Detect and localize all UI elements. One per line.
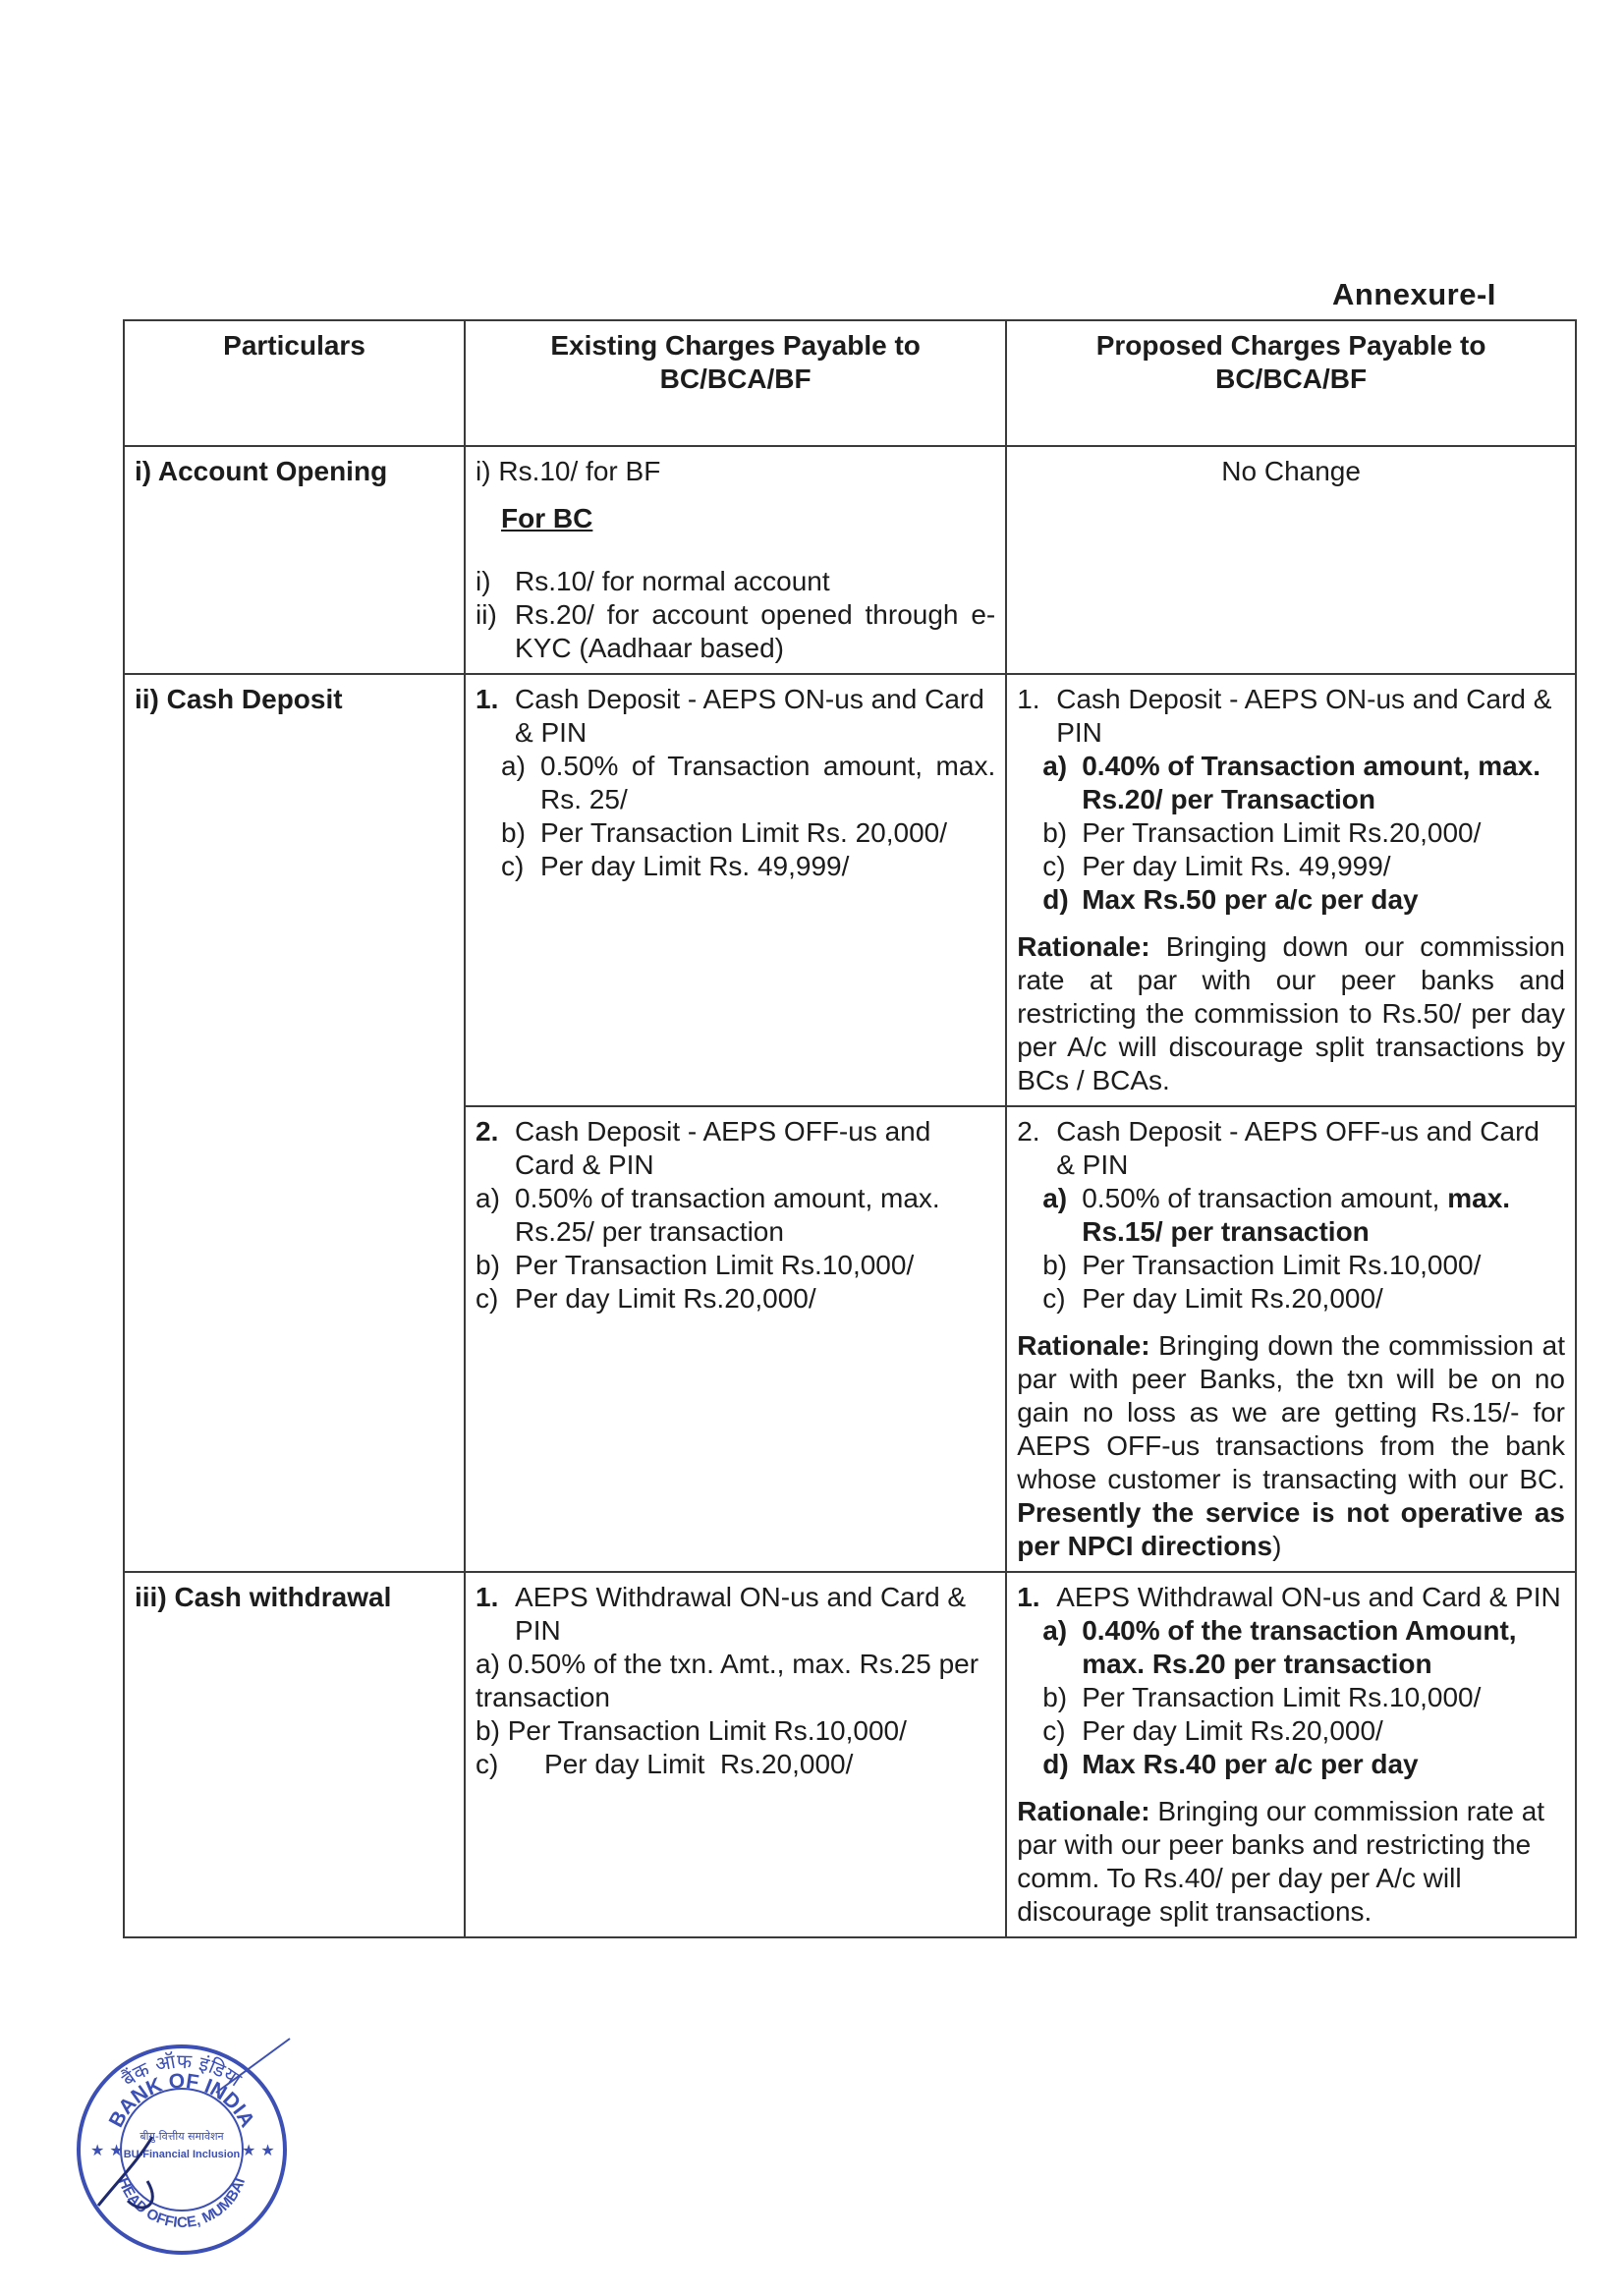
list-item: b) Per Transaction Limit Rs.10,000/	[476, 1250, 915, 1280]
particular-account-opening: i) Account Opening	[124, 446, 465, 674]
rationale-paragraph: Rationale: Bringing down the commission at par with peer Banks, the txn will be on no gain no loss as we are getting Rs.15/- for AEPS OFF-us transactions from the bank whose customer is transacting with our BC. Presently the service is not operative as per NPCI directions)	[1017, 1330, 1565, 1561]
list-item: ii) Rs.20/ for account opened through e-KYC (Aadhaar based)	[476, 599, 996, 663]
list-item: a) 0.50% of transaction amount, max. Rs.15/ per transaction	[1042, 1183, 1511, 1247]
list-heading: 1. Cash Deposit - AEPS ON-us and Card & PIN	[476, 684, 984, 748]
list-heading: 2. Cash Deposit - AEPS OFF-us and Card & PIN	[1017, 1116, 1540, 1180]
row-cash-deposit-on-us	[124, 674, 1576, 1106]
list-heading: 1. AEPS Withdrawal ON-us and Card & PIN	[1017, 1582, 1561, 1612]
list-item: i) Rs.10/ for normal account	[476, 566, 830, 596]
seal-dept: BU-Financial Inclusion	[123, 2149, 241, 2160]
list-heading: 2. Cash Deposit - AEPS OFF-us and Card & PIN	[476, 1116, 931, 1180]
list-item: b) Per Transaction Limit Rs.10,000/	[1042, 1250, 1482, 1280]
list-item: a) 0.50% of Transaction amount, max. Rs. 25/	[501, 751, 996, 814]
header-proposed: Proposed Charges Payable to BC/BCA/BF	[1006, 320, 1576, 446]
list-item: d) Max Rs.50 per a/c per day	[1042, 884, 1419, 915]
particular-cash-withdrawal: iii) Cash withdrawal	[124, 1572, 465, 1937]
seal-hindi-name: बैंक ऑफ इंडिया	[117, 2048, 247, 2092]
list-item: c) Per day Limit Rs. 49,999/	[501, 851, 850, 881]
proposed-account-opening: No Change	[1006, 446, 1576, 674]
header-existing: Existing Charges Payable to BC/BCA/BF	[465, 320, 1006, 446]
seal-dept-hindi: बीयु-वित्तीय समावेशन	[140, 2130, 224, 2143]
row-cash-withdrawal	[124, 1572, 1576, 1937]
list-heading: 1. AEPS Withdrawal ON-us and Card & PIN	[476, 1582, 967, 1646]
list-item: a) 0.40% of Transaction amount, max. Rs.20/ per Transaction	[1042, 751, 1541, 814]
list-item: a) 0.40% of the transaction Amount, max. Rs.20 per transaction	[1042, 1615, 1517, 1679]
list-item: c) Per day Limit Rs.20,000/	[476, 1749, 854, 1779]
bank-seal-stamp	[69, 2034, 295, 2260]
rationale-paragraph: Rationale: Bringing our commission rate at par with our peer banks and restricting the comm. To Rs.40/ per day per A/c will discourage split transactions.	[1017, 1796, 1545, 1927]
existing-cash-deposit-on-us	[465, 674, 1006, 1106]
existing-cash-withdrawal	[465, 1572, 1006, 1937]
seal-stroke-mark	[216, 2039, 290, 2093]
table-header-row	[124, 320, 1576, 446]
list-item: b) Per Transaction Limit Rs.10,000/	[1042, 1682, 1482, 1712]
list-item: a) 0.50% of transaction amount, max. Rs.25/ per transaction	[476, 1183, 940, 1247]
seal-star-right: ★ ★	[242, 2141, 275, 2159]
for-bc-heading: For BC	[501, 503, 593, 533]
annexure-title: Annexure-I	[1332, 277, 1496, 311]
seal-office: HEAD OFFICE, MUMBAI	[114, 2175, 250, 2232]
row-account-opening	[124, 446, 1576, 674]
existing-account-opening	[465, 446, 1006, 674]
particular-cash-deposit: ii) Cash Deposit	[124, 674, 465, 1572]
existing-cash-deposit-off-us	[465, 1106, 1006, 1572]
proposed-cash-deposit-off-us	[1006, 1106, 1576, 1572]
seal-bank-name: BANK OF INDIA	[104, 2069, 259, 2132]
list-item: c) Per day Limit Rs.20,000/	[1042, 1715, 1383, 1746]
list-item: c) Per day Limit Rs.20,000/	[476, 1283, 816, 1314]
proposed-cash-withdrawal	[1006, 1572, 1576, 1937]
seal-star-left: ★ ★	[90, 2141, 124, 2159]
rationale-paragraph: Rationale: Bringing down our commission rate at par with our peer banks and restricting the commission to Rs.50/ per day per A/c will discourage split transactions by BCs / BCAs.	[1017, 931, 1565, 1095]
proposed-cash-deposit-on-us	[1006, 674, 1576, 1106]
list-item: a) 0.50% of the txn. Amt., max. Rs.25 per transaction	[476, 1649, 980, 1712]
list-item: c) Per day Limit Rs. 49,999/	[1042, 851, 1391, 881]
list-item: b) Per Transaction Limit Rs.20,000/	[1042, 817, 1482, 848]
list-item: c) Per day Limit Rs.20,000/	[1042, 1283, 1383, 1314]
bf-charge: i) Rs.10/ for BF	[476, 456, 661, 486]
header-particulars: Particulars	[124, 320, 465, 446]
list-heading: 1. Cash Deposit - AEPS ON-us and Card & PIN	[1017, 684, 1552, 748]
list-item: b) Per Transaction Limit Rs.10,000/	[476, 1715, 907, 1746]
list-item: b) Per Transaction Limit Rs. 20,000/	[501, 817, 948, 848]
list-item: d) Max Rs.40 per a/c per day	[1042, 1749, 1419, 1779]
charges-table	[123, 319, 1577, 1938]
